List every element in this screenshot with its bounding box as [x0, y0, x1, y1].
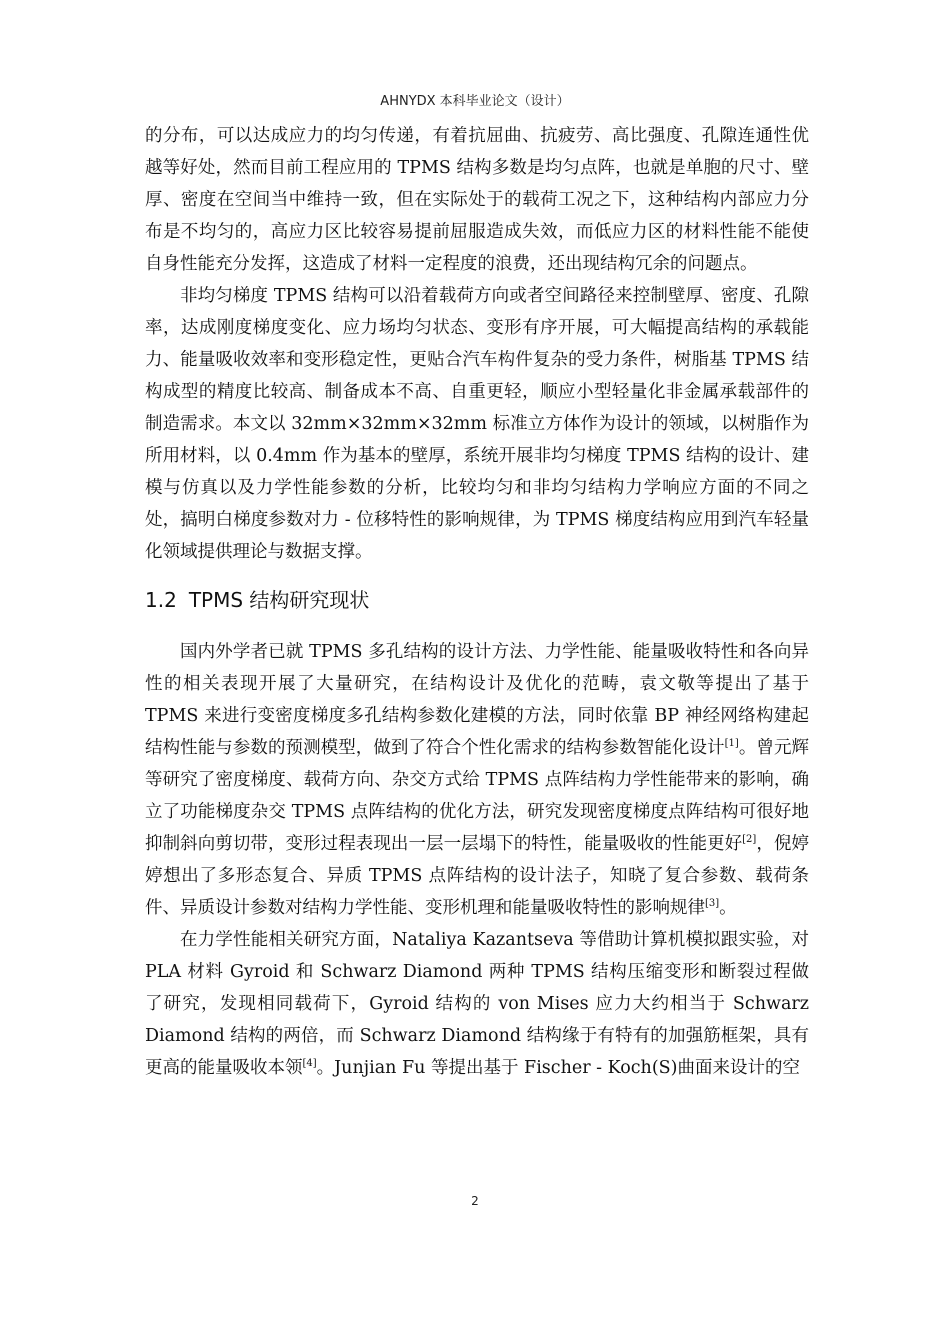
- paragraph-gradient-tpms: 非均匀梯度 TPMS 结构可以沿着载荷方向或者空间路径来控制壁厚、密度、孔隙率，达成刚度梯度变化、应力场均匀状态、变形有序开展，可大幅提高结构的承载能力、能量吸收效率和变形稳定性，更贴合汽车构件复杂的受力条件，树脂基 TPMS 结构成型的精度比较高、制备成本不高、自重更轻，顺应小型轻量化非金属承载部件的制造需求。本文以 32mm×32mm×32mm 标准立方体作为设计的领域，以树脂作为所用材料，以 0.4mm 作为基本的壁厚，系统开展非均匀梯度 TPMS 结构的设计、建模与仿真以及力学性能参数的分析，比较均匀和非均匀结构力学响应方面的不同之处，搞明白梯度参数对力 - 位移特性的影响规律，为 TPMS 梯度结构应用到汽车轻量化领域提供理论与数据支撑。: [145, 286, 809, 562]
- paragraph-continuation: 的分布，可以达成应力的均匀传递，有着抗屈曲、抗疲劳、高比强度、孔隙连通性优越等好处，然而目前工程应用的 TPMS 结构多数是均匀点阵，也就是单胞的尺寸、壁厚、密度在空间当中维持一致，但在实际处于的载荷工况之下，这种结构内部应力分布是不均匀的，高应力区比较容易提前屈服造成失效，而低应力区的材料性能不能使自身性能充分发挥，这造成了材料一定程度的浪费，还出现结构冗余的问题点。: [145, 126, 809, 274]
- citation-4: [4]: [302, 1058, 317, 1070]
- citation-1: [1]: [724, 738, 739, 750]
- text-segment: 。Junjian Fu 等提出基于 Fischer - Koch(S)曲面来设计的空: [316, 1058, 800, 1078]
- section-title: TPMS 结构研究现状: [188, 588, 370, 612]
- text-segment: 国内外学者已就 TPMS 多孔结构的设计方法、力学性能、能量吸收特性和各向异性的相关表现开展了大量研究，在结构设计及优化的范畴，袁文敬等提出了基于 TPMS 来进行变密度梯度多孔结构参数化建模的方法，同时依靠 BP 神经网络构建起结构性能与参数的预测模型，做到了符合个性化需求的结构参数智能化设计: [145, 642, 809, 758]
- section-number: 1.2: [145, 588, 177, 612]
- paragraph-research-status: [145, 636, 809, 924]
- paragraph-mechanical-properties: [145, 924, 809, 1084]
- citation-2: [2]: [742, 834, 757, 846]
- text-segment: 。曾元辉等研究了密度梯度、载荷方向、杂交方式给 TPMS 点阵结构力学性能带来的影响，确立了功能梯度杂交 TPMS 点阵结构的优化方法，研究发现密度梯度点阵结构可很好地抑制斜向剪切带，变形过程表现出一层一层塌下的特性，能量吸收的性能更好: [145, 738, 810, 854]
- page-header: AHNYDX 本科毕业论文（设计）: [380, 94, 570, 109]
- text-segment: ，倪婷婷想出了多形态复合、异质 TPMS 点阵结构的设计法子，知晓了复合参数、载荷条件、异质设计参数对结构力学性能、变形机理和能量吸收特性的影响规律: [145, 834, 810, 918]
- section-heading: [145, 586, 809, 614]
- page-number: 2: [471, 1194, 479, 1208]
- text-segment: 在力学性能相关研究方面，Nataliya Kazantseva 等借助计算机模拟跟实验，对 PLA 材料 Gyroid 和 Schwarz Diamond 两种 TPMS 结构压缩变形和断裂过程做了研究，发现相同载荷下，Gyroid 结构的 von Mises 应力大约相当于 Schwarz Diamond 结构的两倍，而 Schwarz Diamond 结构缘于有特有的加强筋框架，具有更高的能量吸收本领: [145, 930, 809, 1078]
- text-segment: 。: [719, 898, 737, 918]
- document-body: [145, 116, 809, 1084]
- citation-3: [3]: [705, 898, 720, 910]
